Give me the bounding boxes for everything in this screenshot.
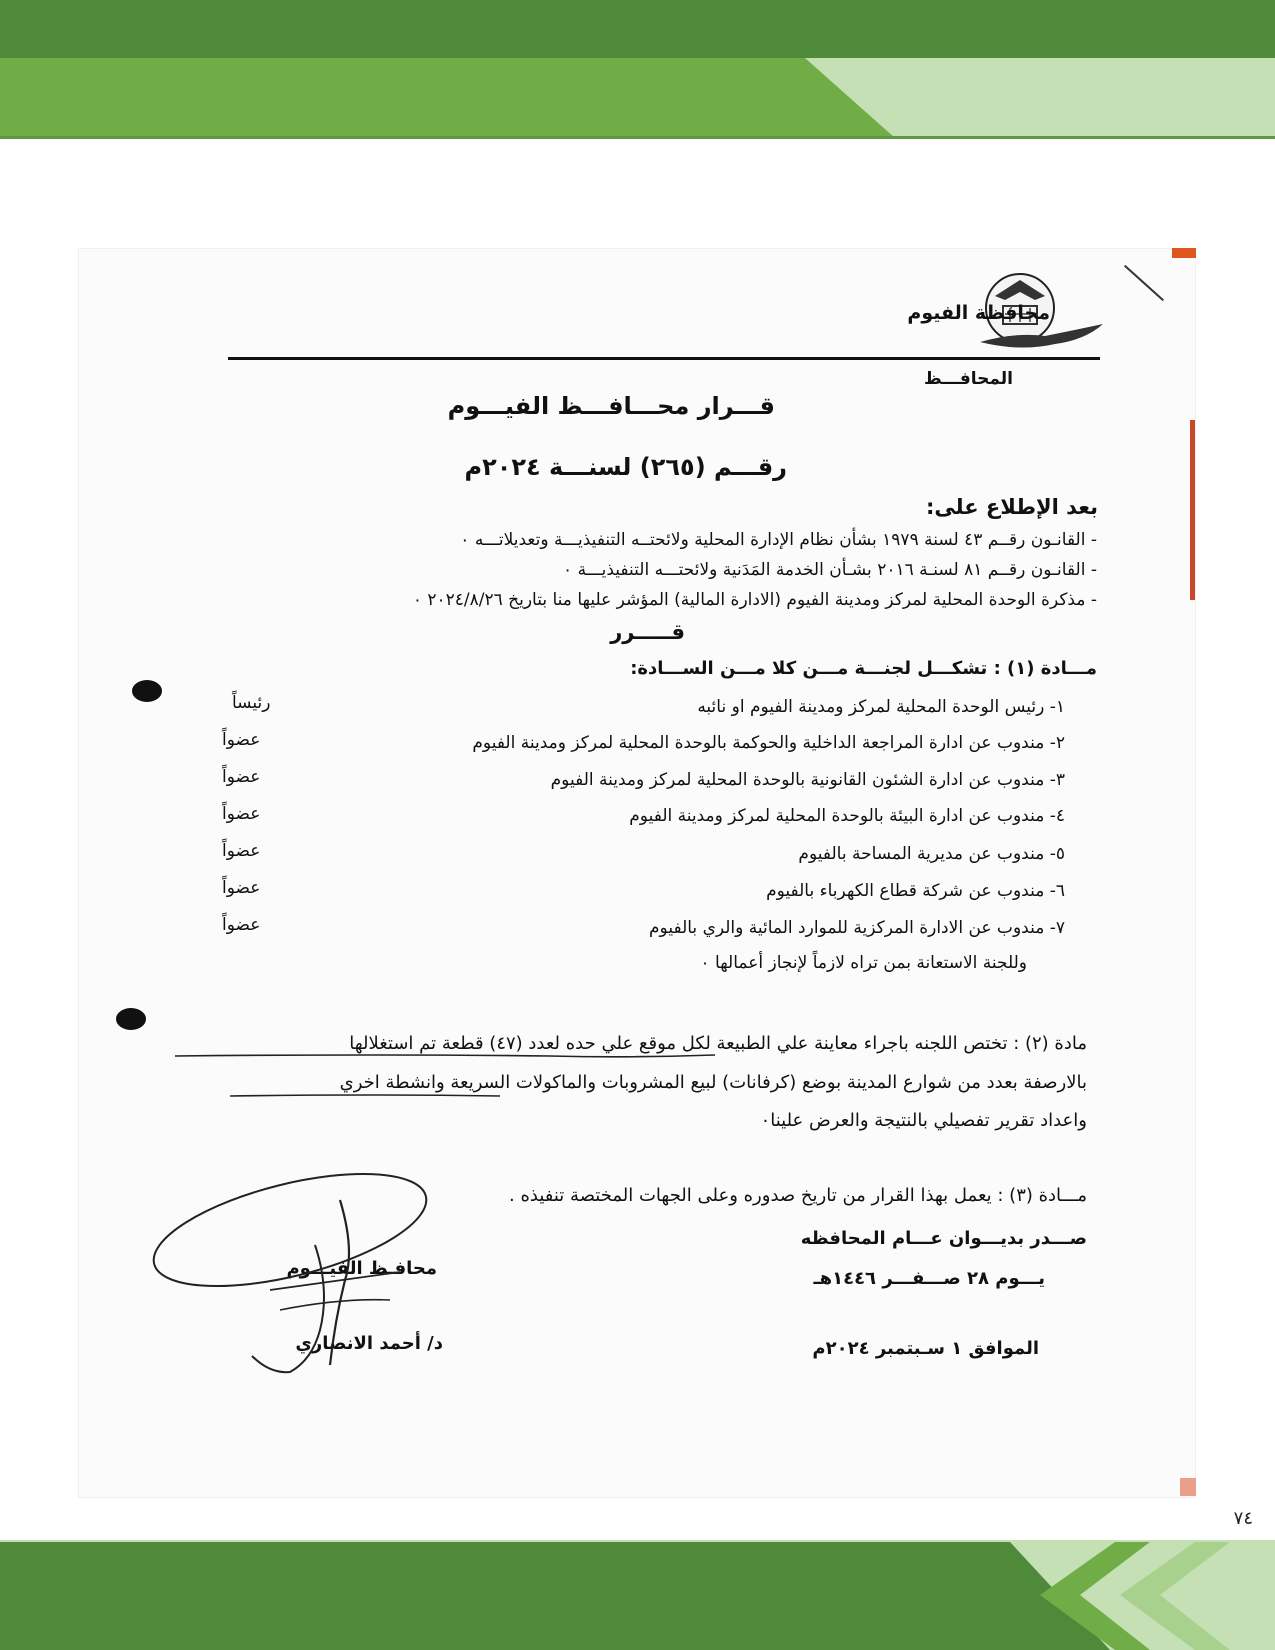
bottom-banner — [0, 1540, 1275, 1650]
article-2-line: واعداد تقرير تفصيلي بالنتيجة والعرض علينا٠ — [760, 1110, 1087, 1131]
gregorian-date: الموافق ١ سـبتمبر ٢٠٢٤م — [812, 1338, 1039, 1359]
top-banner — [0, 0, 1275, 140]
member-role: عضواً — [222, 841, 261, 861]
issued-at: صـــدر بديـــوان عـــام المحافظه — [800, 1228, 1087, 1249]
article-3: مـــادة (٣) : يعمل بهذا القرار من تاريخ صدوره وعلى الجهات المختصة تنفيذه . — [509, 1185, 1087, 1206]
governorate-name: محافظة الفيوم — [907, 302, 1050, 324]
committee-member: ٦- مندوب عن شركة قطاع الكهرباء بالفيوم — [766, 881, 1065, 901]
committee-member: ٥- مندوب عن مديرية المساحة بالفيوم — [798, 844, 1065, 864]
committee-member: ٧- مندوب عن الادارة المركزية للموارد المائية والري بالفيوم — [649, 918, 1065, 938]
scan-edge-mark — [1190, 420, 1195, 600]
member-role: عضواً — [222, 804, 261, 824]
punch-hole — [132, 680, 162, 702]
committee-member: ٤- مندوب عن ادارة البيئة بالوحدة المحلية لمركز ومدينة الفيوم — [629, 806, 1065, 826]
punch-hole — [116, 1008, 146, 1030]
decree-number: رقـــم (٢٦٥) لسنـــة ٢٠٢٤م — [464, 453, 787, 481]
committee-member: ٢- مندوب عن ادارة المراجعة الداخلية والحوكمة بالوحدة المحلية لمركز ومدينة الفيوم — [472, 733, 1065, 753]
hijri-date: يـــوم ٢٨ صـــفـــر ١٤٤٦هـ — [813, 1268, 1045, 1289]
decision-word: قـــــرر — [610, 620, 685, 644]
preamble-item: - مذكرة الوحدة المحلية لمركز ومدينة الفيوم (الادارة المالية) المؤشر عليها منا بتاريخ ٢٠٢٤/٨/٢٦ ٠ — [412, 590, 1097, 610]
article-2-line: مادة (٢) : تختص اللجنه باجراء معاينة علي الطبيعة لكل موقع علي حده لعدد (٤٧) قطعة تم استغلالها — [349, 1033, 1087, 1054]
article-1-heading: مـــادة (١) : تشكـــل لجنـــة مـــن كلا مـــن الســـادة: — [630, 658, 1097, 679]
preamble-item: - القانـون رقــم ٤٣ لسنة ١٩٧٩ بشأن نظام الإدارة المحلية ولائحتــه التنفيذيـــة وتعديلاتـــه ٠ — [460, 530, 1097, 550]
signatory-title: محافـظ الفيـــوم — [286, 1258, 437, 1279]
page-number: ٧٤ — [1233, 1508, 1253, 1529]
member-role: عضواً — [222, 730, 261, 750]
member-role: عضواً — [222, 767, 261, 787]
header-rule — [228, 357, 1100, 360]
committee-member: ٣- مندوب عن ادارة الشئون القانونية بالوحدة المحلية لمركز ومدينة الفيوم — [550, 770, 1065, 790]
scan-edge-mark — [1172, 248, 1196, 258]
office-label: المحافـــظ — [923, 369, 1013, 389]
member-role: عضواً — [222, 915, 261, 935]
preamble-item: - القانـون رقــم ٨١ لسنـة ٢٠١٦ بشـأن الخدمة المَدَنية ولائحتـــه التنفيذيـــة ٠ — [563, 560, 1097, 580]
decree-title: قـــرار محـــافـــظ الفيـــوم — [447, 392, 775, 420]
handwritten-signature — [140, 1160, 440, 1380]
article-1-note: وللجنة الاستعانة بمن تراه لازماً لإنجاز أعمالها ٠ — [700, 953, 1027, 973]
committee-member: ١- رئيس الوحدة المحلية لمركز ومدينة الفيوم او نائبه — [697, 697, 1065, 717]
scan-edge-mark — [1180, 1478, 1196, 1496]
preamble-heading: بعد الإطلاع على: — [926, 495, 1098, 519]
member-role: رئيساً — [232, 693, 271, 713]
member-role: عضواً — [222, 878, 261, 898]
article-2-line: بالارصفة بعدد من شوارع المدينة بوضع (كرفانات) لبيع المشروبات والماكولات السريعة وانشطة اخري — [339, 1072, 1087, 1093]
handwritten-underline — [170, 1050, 730, 1110]
signatory-name: د/ أحمد الانصاري — [295, 1333, 443, 1354]
